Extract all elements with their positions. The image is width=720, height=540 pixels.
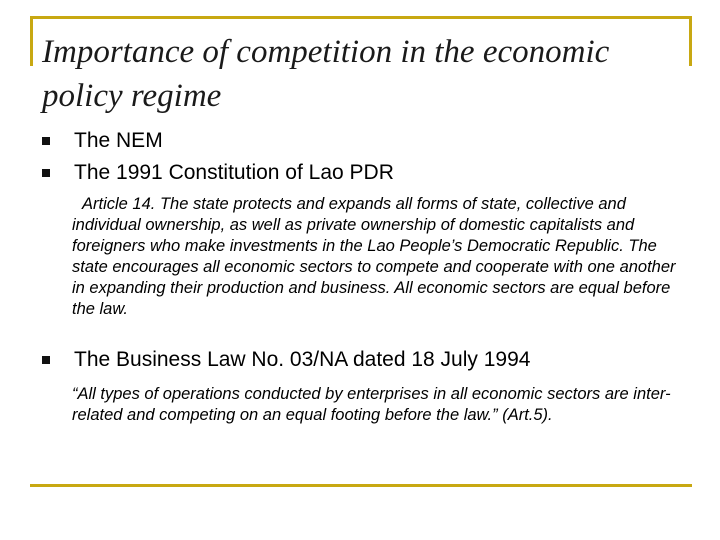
bullet-text: The 1991 Constitution of Lao PDR [74, 161, 394, 184]
square-bullet-icon [42, 356, 50, 364]
title-frame-top-rule [30, 16, 692, 19]
article-text: . The state protects and expands all forms of state, collective and individual ownership, as well as private ownership of domestic capitalists and foreigners who make investments in the Lao People’s Democratic Republic. The state encourages all economic sectors to compete and cooperate with one another in expanding their production and business. All economic sectors are equal before the law. [72, 195, 676, 318]
title-frame-left-rule [30, 16, 33, 66]
business-law-quote: “All types of operations conducted by enterprises in all economic sectors are inter-related and competing on an equal footing before the law.” (Art.5). [72, 385, 671, 424]
bullet-text: The NEM [74, 129, 163, 152]
square-bullet-icon [42, 137, 50, 145]
square-bullet-icon [42, 169, 50, 177]
article-label: Article 14 [82, 195, 151, 213]
article-14-quote [72, 194, 684, 320]
bottom-rule [30, 484, 692, 487]
title-frame-right-rule [689, 16, 692, 66]
slide-title: Importance of competition in the economic policy regime [42, 34, 610, 114]
bullet-text: The Business Law No. 03/NA dated 18 July 1994 [74, 348, 531, 371]
